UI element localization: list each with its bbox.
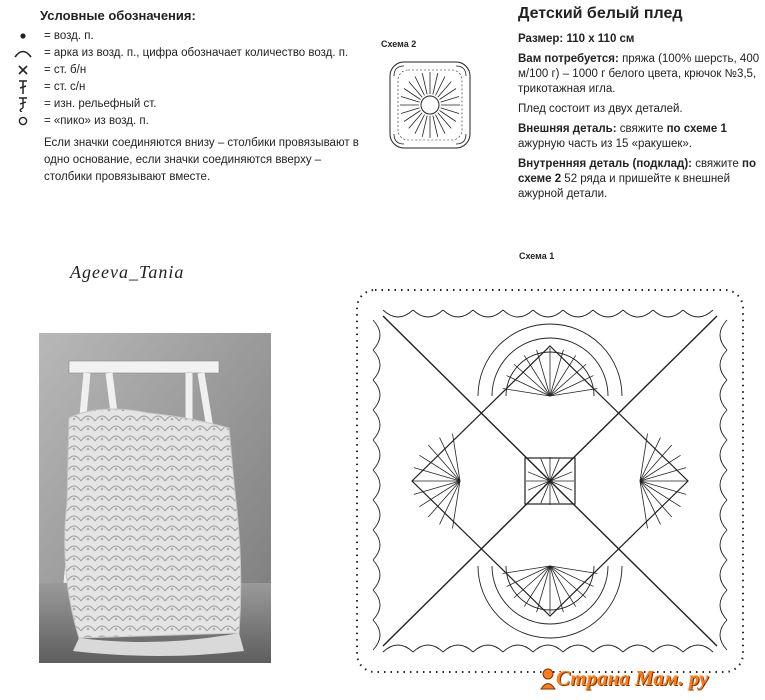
scheme1-arch [373, 380, 380, 410]
scheme1-arch [720, 350, 727, 380]
scheme1-arch [720, 560, 727, 590]
scheme2-stitch [433, 73, 438, 94]
chain-stitch-icon [14, 28, 32, 44]
legend-text-dc: = ст. с/н [44, 81, 86, 93]
scheme1-stitch [537, 566, 550, 612]
legend-row-picot [14, 113, 354, 130]
scheme1-arch [503, 310, 533, 317]
scheme1-arch [473, 645, 503, 652]
scheme1-arch [720, 440, 727, 470]
scheme1-arch [563, 645, 593, 652]
scheme1-arch [720, 620, 727, 650]
logo-text: Страна Мам [556, 666, 679, 690]
scheme1-arch [413, 645, 443, 652]
scheme1-stitch [533, 481, 550, 498]
parts-line: Плед состоит из двух деталей. [518, 103, 683, 115]
scheme1-arch [720, 590, 727, 620]
pattern-info [518, 4, 760, 207]
scheme1-arch [593, 645, 623, 652]
legend-row-chain [14, 28, 354, 45]
materials-value: пряжа (100% шерсть, 400 м/100 г) – 1000 г белого цвета, крючок №3,5, трикотажная игла. [518, 53, 760, 95]
materials-line [518, 52, 760, 97]
scheme2-diagram [388, 60, 472, 150]
scheme2-stitch [415, 76, 425, 95]
scheme1-arch [593, 310, 623, 317]
legend [14, 8, 359, 186]
scheme1-arch [653, 645, 683, 652]
scheme2-stitch [436, 115, 446, 134]
scheme1-arch [533, 310, 563, 317]
legend-text-arc: = арка из возд. п., цифра обозначает количество возд. п. [44, 47, 349, 59]
scheme1-arch [373, 350, 380, 380]
outer-part-line [518, 122, 760, 152]
scheme2-stitch [415, 115, 425, 134]
scheme1-arch [373, 500, 380, 530]
scheme1-stitch [640, 481, 686, 494]
legend-text-chain: = возд. п. [44, 30, 94, 42]
scheme1-arch [683, 310, 713, 317]
scheme1-arch [413, 310, 443, 317]
scheme1-arch [563, 310, 593, 317]
scheme1-arch [373, 620, 380, 650]
outer-scheme: по схеме 1 [666, 123, 727, 135]
scheme1-arch [383, 310, 413, 317]
inner-part-line [518, 157, 760, 202]
scheme1-arch [720, 470, 727, 500]
outer-label: Внешняя деталь: [518, 123, 617, 135]
double-crochet-icon [14, 79, 32, 95]
scheme1-arch [373, 560, 380, 590]
scheme1-diagram [343, 276, 757, 686]
scheme2-stitch [409, 113, 422, 129]
materials-label: Вам потребуется: [518, 53, 619, 65]
scheme1-stitch [550, 566, 563, 612]
scheme1-arch [373, 410, 380, 440]
scheme1-arch [683, 645, 713, 652]
legend-note: Если значки соединяются внизу – столбики провязывают в одно основание, если значки соединяются вверху – столбики провязывают вместе. [44, 137, 359, 183]
legend-text-sc: = ст. б/н [44, 64, 87, 76]
outer-pre: свяжите [619, 123, 664, 135]
scheme1-stitch [414, 468, 460, 481]
cross-stitch-icon [14, 62, 32, 78]
inner-label: Внутренняя деталь (подклад): [518, 158, 692, 170]
scheme1-label: Схема 1 [519, 251, 555, 261]
scheme2-stitch [436, 76, 446, 95]
pattern-title: Детский белый плед [518, 5, 683, 22]
scheme1-stitch [414, 481, 460, 494]
scheme1-arch [533, 645, 563, 652]
scheme1-arch [373, 320, 380, 350]
scheme1-stitch [550, 464, 567, 481]
scheme1-arch [623, 645, 653, 652]
inner-post: 52 ряда и пришейте к внешней ажурной детали. [518, 173, 730, 200]
scheme1-stitch [550, 350, 563, 396]
site-logo[interactable] [556, 666, 708, 691]
scheme2-stitch [433, 116, 438, 137]
legend-row-relief [14, 96, 354, 113]
scheme1-arch [720, 320, 727, 350]
scheme1-stitch [533, 464, 550, 481]
picot-icon [14, 113, 32, 129]
legend-row-sc [14, 62, 354, 79]
scheme1-arch [443, 310, 473, 317]
size-line [518, 32, 760, 47]
logo-icon [538, 668, 558, 690]
scheme1-stitch [550, 481, 567, 498]
size-label: Размер: [518, 33, 564, 45]
size-value: 110 х 110 см [566, 33, 635, 45]
relief-stitch-icon [14, 96, 32, 112]
scheme1-arch [653, 310, 683, 317]
scheme2-stitch [409, 82, 422, 98]
scheme2-stitch [422, 73, 427, 94]
legend-row-dc [14, 79, 354, 96]
scheme1-arch [373, 470, 380, 500]
inner-scheme: по схеме 2 [518, 158, 756, 185]
scheme1-arch [443, 645, 473, 652]
scheme2-label: Схема 2 [381, 39, 417, 49]
scheme1-stitch [537, 350, 550, 396]
scheme2-stitch [438, 113, 451, 129]
scheme1-arch [720, 380, 727, 410]
legend-text-relief: = изн. рельефный ст. [44, 98, 157, 110]
scheme2-stitch [438, 82, 451, 98]
logo-suffix: . ру [678, 666, 709, 690]
scheme1-arch [623, 310, 653, 317]
scheme1-arch [383, 645, 413, 652]
arc-icon [14, 45, 32, 61]
legend-row-arc [14, 45, 354, 62]
scheme1-arch [720, 530, 727, 560]
scheme1-arch [373, 530, 380, 560]
scheme1-arch [503, 645, 533, 652]
legend-text-picot: = «пико» из возд. п. [44, 115, 149, 127]
scheme1-arch [373, 440, 380, 470]
scheme1-arch [720, 410, 727, 440]
legend-title: Условные обозначения: [40, 8, 196, 23]
scheme1-stitch [640, 468, 686, 481]
outer-post: ажурную часть из 15 «ракушек». [518, 138, 692, 150]
blanket-photo [39, 333, 271, 663]
inner-pre: свяжите [695, 158, 739, 170]
scheme1-arch [720, 500, 727, 530]
scheme1-arch [373, 590, 380, 620]
author-signature: Ageeva_Tania [70, 262, 185, 282]
scheme1-arch [473, 310, 503, 317]
scheme2-stitch [422, 116, 427, 137]
